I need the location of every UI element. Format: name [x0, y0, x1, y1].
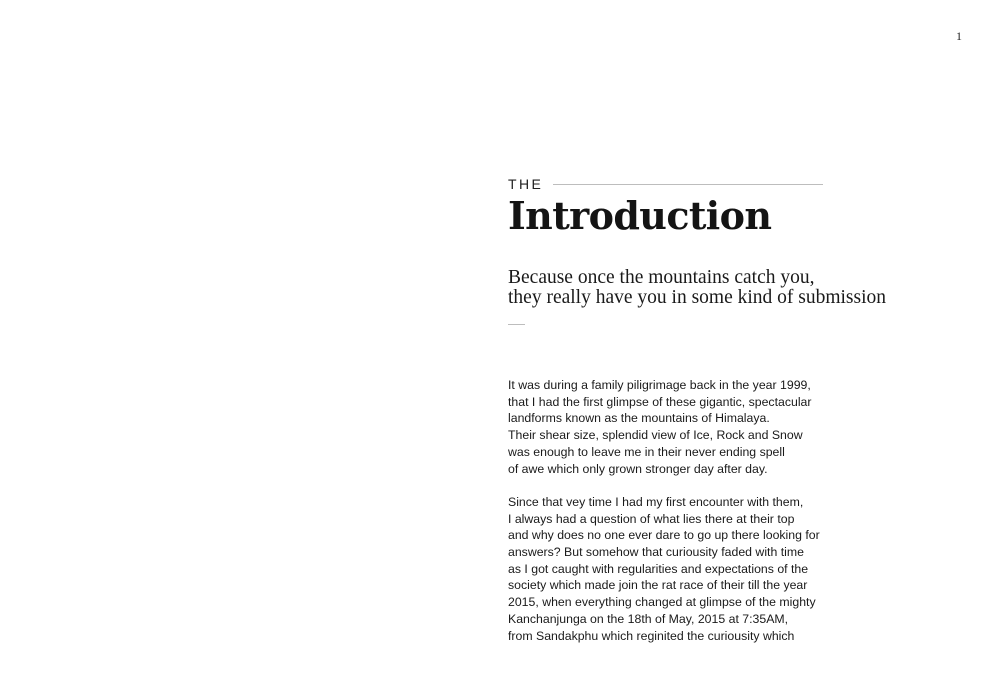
- text-line: society which made join the rat race of their till the year: [508, 578, 808, 593]
- text-line: It was during a family piligrimage back in the year 1999,: [508, 378, 811, 392]
- subtitle-line: they really have you in some kind of submission: [508, 287, 887, 308]
- body-text: [508, 377, 908, 644]
- subtitle-rule: [508, 324, 525, 325]
- text-line: of awe which only grown stronger day after day.: [508, 461, 768, 476]
- text-line: Their shear size, splendid view of Ice, Rock and Snow: [508, 428, 803, 443]
- text-line: was enough to leave me in their never ending spell: [508, 444, 785, 459]
- paragraph: [508, 494, 908, 644]
- text-line: as I got caught with regularities and expectations of the: [508, 561, 809, 576]
- chapter-content: [508, 174, 908, 661]
- kicker-rule: [553, 184, 823, 185]
- text-line: and why does no one ever dare to go up there looking for: [508, 528, 820, 543]
- subtitle-line: Because once the mountains catch you,: [508, 267, 815, 288]
- text-line: I always had a question of what lies there at their top: [508, 511, 795, 526]
- page-number: 1: [956, 29, 962, 43]
- chapter-title: Introduction: [508, 193, 772, 238]
- text-line: 2015, when everything changed at glimpse of the mighty: [508, 595, 816, 610]
- chapter-subtitle: [508, 268, 908, 308]
- chapter-kicker: THE: [508, 176, 544, 192]
- chapter-kicker-row: [508, 174, 908, 194]
- text-line: that I had the first glimpse of these gigantic, spectacular: [508, 394, 812, 409]
- text-line: from Sandakphu which reginited the curiousity which: [508, 628, 795, 643]
- text-line: Since that vey time I had my first encounter with them,: [508, 494, 804, 509]
- paragraph: [508, 377, 908, 477]
- text-line: answers? But somehow that curiousity faded with time: [508, 545, 804, 560]
- text-line: landforms known as the mountains of Himalaya.: [508, 411, 770, 426]
- text-line: Kanchanjunga on the 18th of May, 2015 at 7:35AM,: [508, 611, 789, 626]
